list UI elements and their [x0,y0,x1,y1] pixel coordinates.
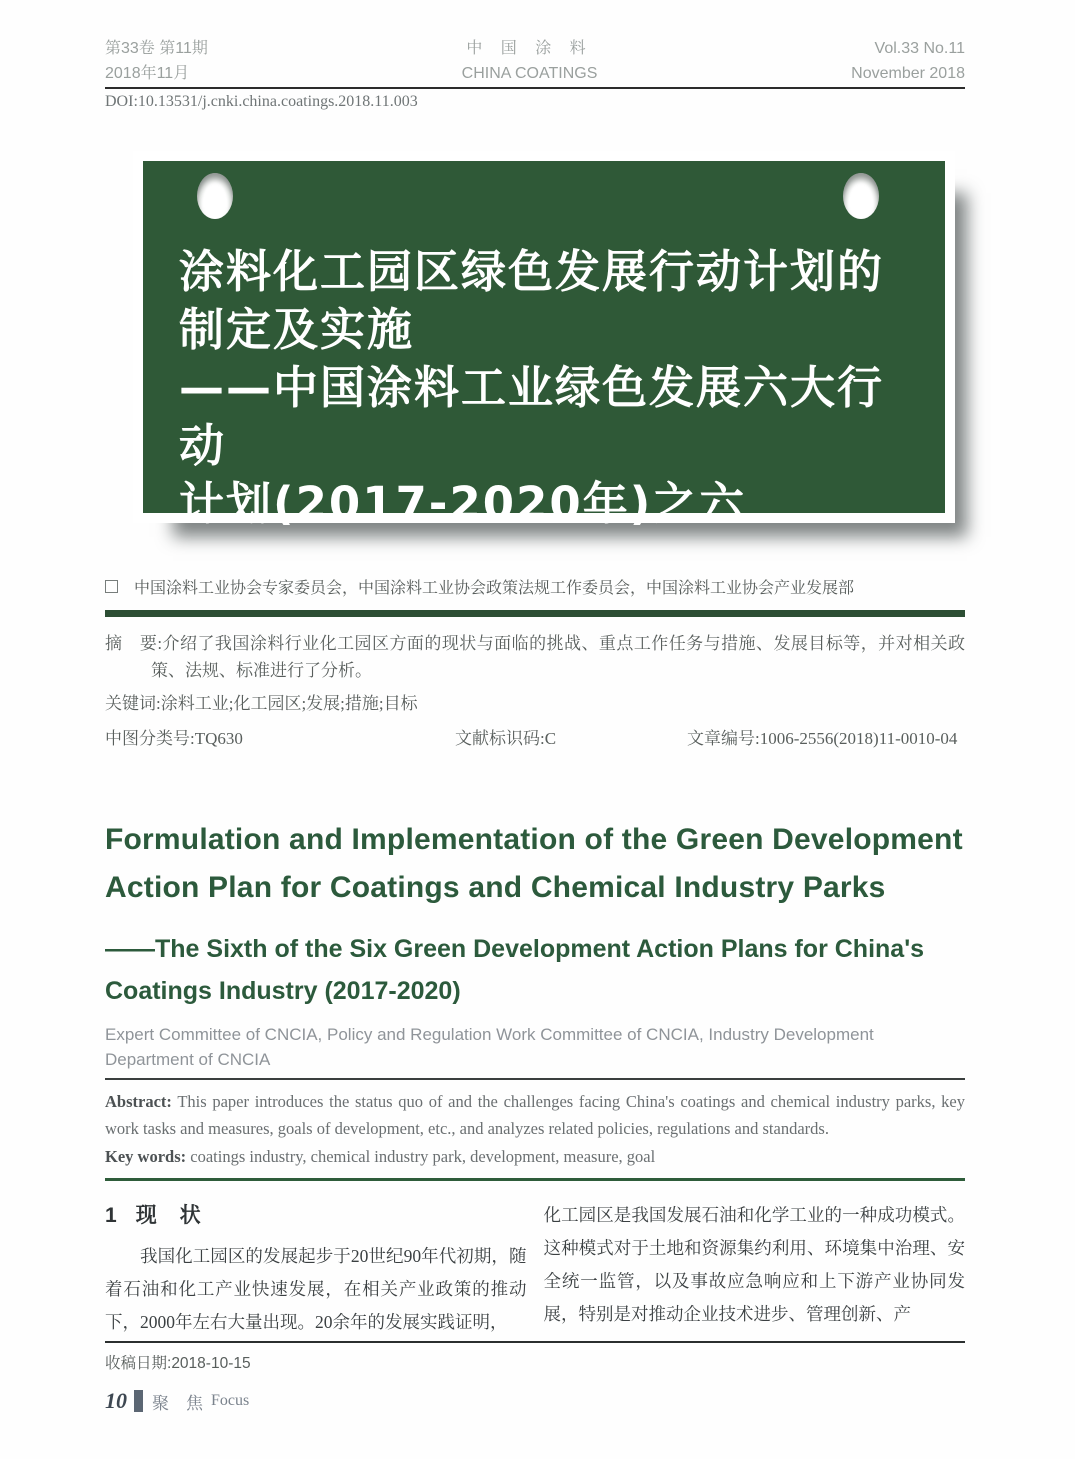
section-number: 1 [105,1204,118,1227]
article-title-en-line: Action Plan for Coatings and Chemical Industry Parks [105,871,886,904]
article-subtitle-line: 计划(2017-2020年)之六 [179,477,747,530]
article-subtitle-line: ——中国涂料工业绿色发展六大行动 [179,361,885,472]
byline-square-icon [105,580,118,593]
article-subtitle-en-line: ——The Sixth of the Six Green Development Action Plans for China's [105,935,925,963]
page-footer [105,1388,249,1414]
article-title-line: 涂料化工园区绿色发展行动计划的 [179,245,885,298]
affiliation-en-line: Department of CNCIA [105,1050,271,1069]
journal-title-en: CHINA COATINGS [461,65,598,82]
keywords-en-label: Key words: [105,1147,187,1166]
byline-affiliations-cn: 中国涂料工业协会专家委员会，中国涂料工业协会政策法规工作委员会，中国涂料工业协会产业发展部 [134,580,855,597]
received-label: 收稿日期: [105,1355,172,1372]
body-paragraph-left: 我国化工园区的发展起步于20世纪90年代初期，随着石油和化工产业快速发展，在相关产业政策的推动下，2000年左右大量出现。20余年的发展实践证明， [105,1246,527,1332]
doc-code-label: 文献标识码: [455,729,545,748]
keywords-cn [105,690,965,717]
journal-header-right [851,36,965,86]
page-number: 10 [105,1388,127,1413]
article-title-line: 制定及实施 [179,303,415,356]
article-no-value: 1006-2556(2018)11-0010-04 [759,729,958,748]
classification-row [105,725,965,752]
journal-header [105,36,965,89]
doc-code-value: C [544,729,557,748]
body-column-right [544,1199,966,1339]
punch-hole-left-icon [197,173,233,219]
title-plate-wrap [143,161,945,530]
clc-cell [105,725,455,752]
article-no-cell [687,725,957,752]
journal-date-cn: 2018年11月 [105,65,190,82]
journal-header-center [462,36,598,86]
abstract-en-block [105,1088,965,1181]
body-paragraph-right: 化工园区是我国发展石油和化学工业的一种成功模式。这种模式对于土地和资源集约利用、环境集中治理、安全统一监管，以及事故应急响应和上下游产业协同发展，特别是对推动企业技术进步、管理创新、产 [543,1205,965,1324]
punch-hole-right-icon [843,173,879,219]
received-value: 2018-10-15 [171,1355,251,1372]
article-no-label: 文章编号: [687,729,760,748]
footer-bar-icon [134,1390,143,1412]
footnote-rule [105,1341,965,1343]
clc-value: TQ630 [194,729,243,748]
keywords-cn-text: 涂料工业;化工园区;发展;措施;目标 [160,694,418,713]
footer-section-cn: 聚 焦 [152,1393,203,1413]
affiliation-en-line: Expert Committee of CNCIA, Policy and Regulation Work Committee of CNCIA, Industry Development [105,1025,874,1044]
journal-volume-cn: 第33卷 第11期 [105,40,208,57]
journal-header-left [105,36,208,86]
keywords-en-text: coatings industry, chemical industry park, development, measure, goal [190,1147,656,1166]
abstract-cn-text: 介绍了我国涂料行业化工园区方面的现状与面临的挑战、重点工作任务与措施、发展目标等，并对相关政策、法规、标准进行了分析。 [151,634,965,680]
body-column-left [105,1199,527,1339]
body-columns [105,1199,965,1339]
article-title-en-line: Formulation and Implementation of the Green Development [105,823,963,856]
abstract-en [105,1088,965,1142]
abstract-en-text: This paper introduces the status quo of and the challenges facing China's coatings and chemical industry parks, key work tasks and measures, goals of development, etc., and analyzes related policies, regulations and standards. [105,1092,965,1138]
footnote-received [105,1351,965,1373]
article-subtitle-en-line: Coatings Industry (2017-2020) [105,977,461,1005]
byline [105,575,965,598]
journal-volume-en: Vol.33 No.11 [874,40,965,57]
doc-code-cell [455,725,687,752]
section-title: 现 状 [135,1204,202,1227]
keywords-cn-label: 关键词: [105,694,161,713]
abstract-cn-label: 摘 要: [105,634,163,653]
abstract-cn [105,630,965,684]
keywords-en [105,1143,965,1170]
journal-date-en: November 2018 [851,65,965,82]
journal-title-cn: 中 国 涂 料 [466,40,593,57]
section-heading [105,1199,527,1232]
article-subtitle-en [105,928,965,1012]
article-title-en [105,816,965,912]
article-title-cn [179,243,925,533]
clc-label: 中图分类号: [105,729,195,748]
affiliation-en [105,1022,965,1080]
abstract-en-label: Abstract: [105,1092,172,1111]
green-divider-bar [105,610,965,617]
doi-line: DOI:10.13531/j.cnki.china.coatings.2018.11.003 [105,93,418,110]
abstract-cn-block [105,630,965,752]
footer-section-en: Focus [211,1392,250,1409]
article-title-plate [143,161,945,530]
